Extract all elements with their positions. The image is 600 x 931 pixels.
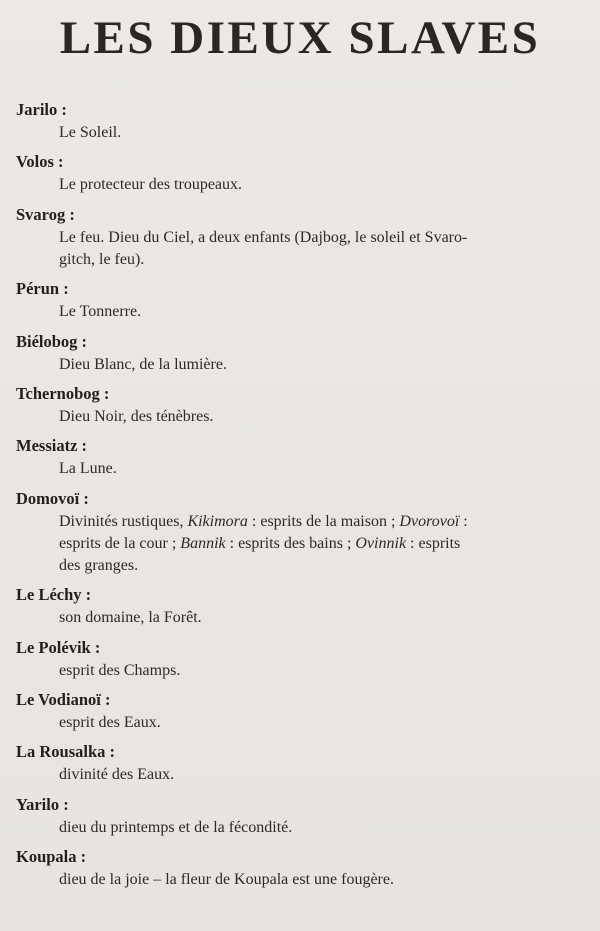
description-line: Dieu Blanc, de la lumière. <box>59 355 227 373</box>
entry-description <box>16 406 582 428</box>
description-line <box>59 511 582 533</box>
entry-name: Tchernobog : <box>16 383 110 403</box>
description-line: Le protecteur des troupeaux. <box>59 176 243 194</box>
entry-description <box>16 458 582 480</box>
entry-description <box>16 174 582 196</box>
list-item-messiatz <box>16 436 582 480</box>
description-line: divinité des Eaux. <box>59 766 175 784</box>
list-item-domovoi <box>16 489 582 577</box>
entry-name: Yarilo : <box>16 794 69 814</box>
text-run: : esprits <box>406 534 461 552</box>
list-item-tchernobog <box>16 384 582 428</box>
list-item-koupala <box>16 847 582 891</box>
entry-name: Volos : <box>16 152 64 172</box>
entry-name: Domovoï : <box>16 488 89 508</box>
list-item-polevik <box>16 638 582 682</box>
text-run: esprits de la cour ; <box>59 534 181 552</box>
entry-description <box>16 660 582 682</box>
description-line: Le Soleil. <box>59 124 122 141</box>
entry-name: Biélobog : <box>16 331 88 351</box>
entry-description <box>16 511 582 577</box>
description-line: Le Tonnerre. <box>59 303 142 321</box>
text-run: : <box>459 512 468 530</box>
entry-description <box>16 712 582 734</box>
list-item-lechy <box>16 585 582 629</box>
entry-name: Svarog : <box>16 204 75 224</box>
list-item-yarilo <box>16 795 582 839</box>
entry-name: Le Polévik : <box>16 637 101 657</box>
italic-term: Kikimora <box>187 512 248 530</box>
gods-list <box>16 100 582 899</box>
description-line: des granges. <box>59 556 139 574</box>
entry-description <box>16 227 582 271</box>
italic-term: Dvorovoï <box>399 512 460 530</box>
list-item-rousalka <box>16 742 582 786</box>
entry-name: La Rousalka : <box>16 742 116 762</box>
entry-description <box>16 817 582 839</box>
entry-description <box>16 122 582 144</box>
description-line: dieu du printemps et de la fécondité. <box>59 818 293 836</box>
list-item-vodianoi <box>16 690 582 734</box>
entry-description <box>16 869 582 891</box>
list-item-bielobog <box>16 332 582 376</box>
description-line: Dieu Noir, des ténèbres. <box>59 407 214 425</box>
description-line: Le feu. Dieu du Ciel, a deux enfants (Dajbog, le soleil et Svaro- <box>59 228 468 246</box>
entry-name: Pérun : <box>16 279 69 299</box>
entry-name: Le Vodianoï : <box>16 689 111 709</box>
list-item-volos <box>16 152 582 196</box>
entry-description <box>16 354 582 376</box>
list-item-svarog <box>16 205 582 271</box>
list-item-perun <box>16 279 582 323</box>
description-line: dieu de la joie – la fleur de Koupala est une fougère. <box>59 871 394 889</box>
text-run: Divinités rustiques, <box>59 512 188 530</box>
entry-name: Jarilo : <box>16 100 67 119</box>
italic-term: Ovinnik <box>355 534 407 552</box>
description-line: son domaine, la Forêt. <box>59 609 202 627</box>
entry-name: Messiatz : <box>16 436 88 456</box>
text-run: : esprits des bains ; <box>225 534 356 552</box>
list-item-jarilo <box>16 100 582 144</box>
entry-description <box>16 607 582 629</box>
description-line: esprit des Champs. <box>59 661 181 679</box>
page-title: LES DIEUX SLAVES <box>59 12 541 64</box>
description-line: gitch, le feu). <box>59 250 145 268</box>
entry-description <box>16 764 582 786</box>
description-line <box>59 533 582 555</box>
description-line: esprit des Eaux. <box>59 713 161 731</box>
italic-term: Bannik <box>180 534 226 552</box>
description-line: La Lune. <box>59 460 117 478</box>
entry-description <box>16 301 582 323</box>
text-run: : esprits de la maison ; <box>247 512 400 530</box>
entry-name: Le Léchy : <box>16 585 92 605</box>
entry-name: Koupala : <box>16 847 87 867</box>
